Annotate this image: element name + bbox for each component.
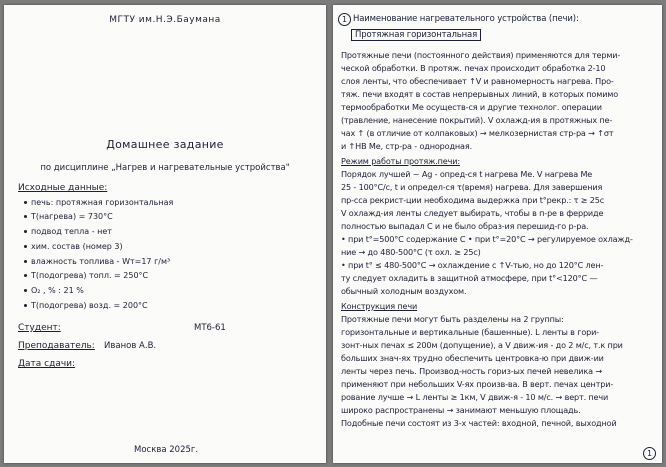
text-line: 25 - 100°C/c, t и определ-ся τ(время) нагрева. Для завершения: [341, 182, 603, 192]
assignment-title: Домашнее задание: [106, 138, 224, 151]
text-line: Протяжные печи (постоянного действия) применяются для терми-: [341, 50, 621, 60]
text-line: (травление, нанесение покрытий). V охлажд-ия в протяжных пе-: [341, 115, 613, 125]
subsection-heading: Конструкция печи: [341, 301, 418, 311]
university-name: МГТУ им.Н.Э.Баумана: [109, 15, 221, 25]
initial-data-heading: Исходные данные:: [18, 183, 108, 193]
boxed-subtitle: Протяжная горизонтальная: [351, 30, 481, 40]
section-heading: Наименование нагревательного устройства (печи):: [353, 14, 579, 24]
subsection-heading: Режим работы протяж.печи:: [341, 156, 460, 166]
text-line: Порядок лучшей ~ Ag - опред-ся t нагрева Ме. V нагрева Ме: [341, 169, 593, 179]
list-item: T(нагрева) = 730°C: [24, 212, 113, 221]
list-item: подвод тепла - нет: [24, 227, 112, 236]
teacher-label: Преподаватель:: [18, 341, 95, 351]
text-line: обычный холодным воздухом.: [341, 286, 467, 296]
text-line: ленты через печь. Производ-ность гориз-ых печей невелика →: [341, 366, 602, 376]
text-line: применяют при небольших V-ях произв-ва. В верт. печах центри-: [341, 379, 614, 389]
student-label: Студент:: [18, 323, 61, 333]
text-line: рование лучше → L ленты ≥ 1км, V движ-я - 10 м/с. → верт. печи: [341, 392, 609, 402]
text-line: зонт-ных печах ≤ 200м (допущение), а V движ-ия - до 2 м/с, т.к при: [341, 340, 623, 350]
text-line: широко распространены → занимают меньшую площадь.: [341, 405, 581, 415]
page-number: 1: [643, 447, 656, 460]
text-line: • при t° ≤ 480-500°C → охлаждение с ↑V-тью, но до 120°C лен-: [341, 260, 604, 270]
text-line: • при t°=500°C содержание C • при t°=20°C → регулируемое охлажд-: [341, 234, 633, 244]
text-line: Протяжные печи могут быть разделены на 2 группы:: [341, 314, 564, 324]
list-item: O₂ , % : 21 %: [24, 286, 84, 295]
text-line: ту следует охладить в защитной атмосфере, при t°<120°C —: [341, 273, 598, 283]
text-line: V охлажд-ия ленты следует выбирать, чтобы в п-ре в ферриде: [341, 208, 604, 218]
text-line: больших знач-ях трудно обеспечить центровка-ю при движ-ии: [341, 353, 604, 363]
text-line: тяж. печи входят в состав непрерывных линий, в которых помимо: [341, 89, 619, 99]
text-line: полностью выпадал C и не было образ-ия перешид-го р-ра.: [341, 221, 589, 231]
list-item: печь: протяжная горизонтальная: [24, 198, 173, 207]
text-line: слоя ленты, что обеспечивает ↑V и равномерность нагрева. Про-: [341, 76, 614, 86]
list-item: влажность топлива - Wт=17 г/м³: [24, 257, 170, 266]
text-line: горизонтальные и вертикальные (башенные). L ленты в гори-: [341, 327, 599, 337]
text-line: Подобные печи состоят из 3-х частей: входной, печной, выходной: [341, 418, 617, 428]
teacher-name: Иванов А.В.: [104, 341, 157, 351]
discipline-line: по дисциплине „Нагрев и нагревательные устройства": [40, 163, 290, 173]
date-label: Дата сдачи:: [18, 359, 76, 369]
text-line: ческой обработки. В протяж. печах происходит обработка 2-10: [341, 63, 606, 73]
text-line: ние → до 480-500°C (τ охл. ≥ 25c): [341, 247, 481, 257]
text-line: пр-сса рекрист-ции необходима выдержка при t°рекр.: τ ≥ 25c: [341, 195, 605, 205]
right-page: [333, 5, 662, 463]
group-code: МТ6-61: [194, 323, 226, 333]
text-line: и ↑НВ Ме, стр-ра - однородная.: [341, 141, 472, 151]
left-page: [4, 5, 326, 463]
text-line: термообработки Ме осуществ-ся и другие технолог. операции: [341, 102, 602, 112]
text-line: чах ↑ (в отличие от колпаковых) → мелкозернистая стр-ра → ↑σт: [341, 128, 614, 138]
list-item: T(подогрева) возд. = 200°C: [24, 301, 148, 310]
list-item: T(подогрева) топл. = 250°C: [24, 271, 148, 280]
list-item: хим. состав (номер 3): [24, 242, 123, 251]
page-marker-circle: 1: [338, 13, 351, 26]
city-year: Москва 2025г.: [134, 445, 199, 455]
